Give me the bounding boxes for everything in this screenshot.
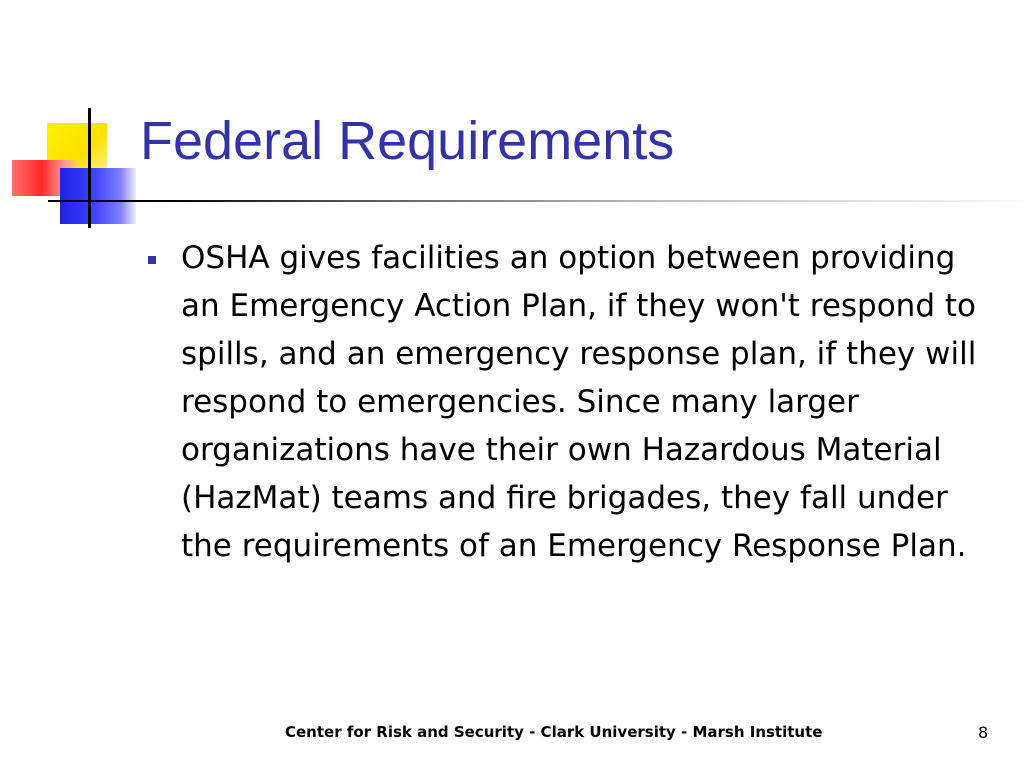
square-bullet-icon [148,256,156,264]
title-underline [48,200,1024,202]
slide-title: Federal Requirements [140,111,675,171]
bullet-text: OSHA gives facilities an option between providing an Emergency Action Plan, if they won't respond to spills, and an emergency response plan, if they will respond to emergencies. Since many larger organizations have their own Hazardous Material (HazMat) teams and fire brigades, they fall under the requirements of an Emergency Response Plan. [181,240,977,564]
corner-vertical-line [88,108,91,228]
slide-footer: Center for Risk and Security - Clark University - Marsh Institute [285,723,823,741]
corner-blue-square [60,168,136,224]
bullet-item [148,234,998,570]
page-number: 8 [978,723,989,742]
slide-body [148,234,998,570]
